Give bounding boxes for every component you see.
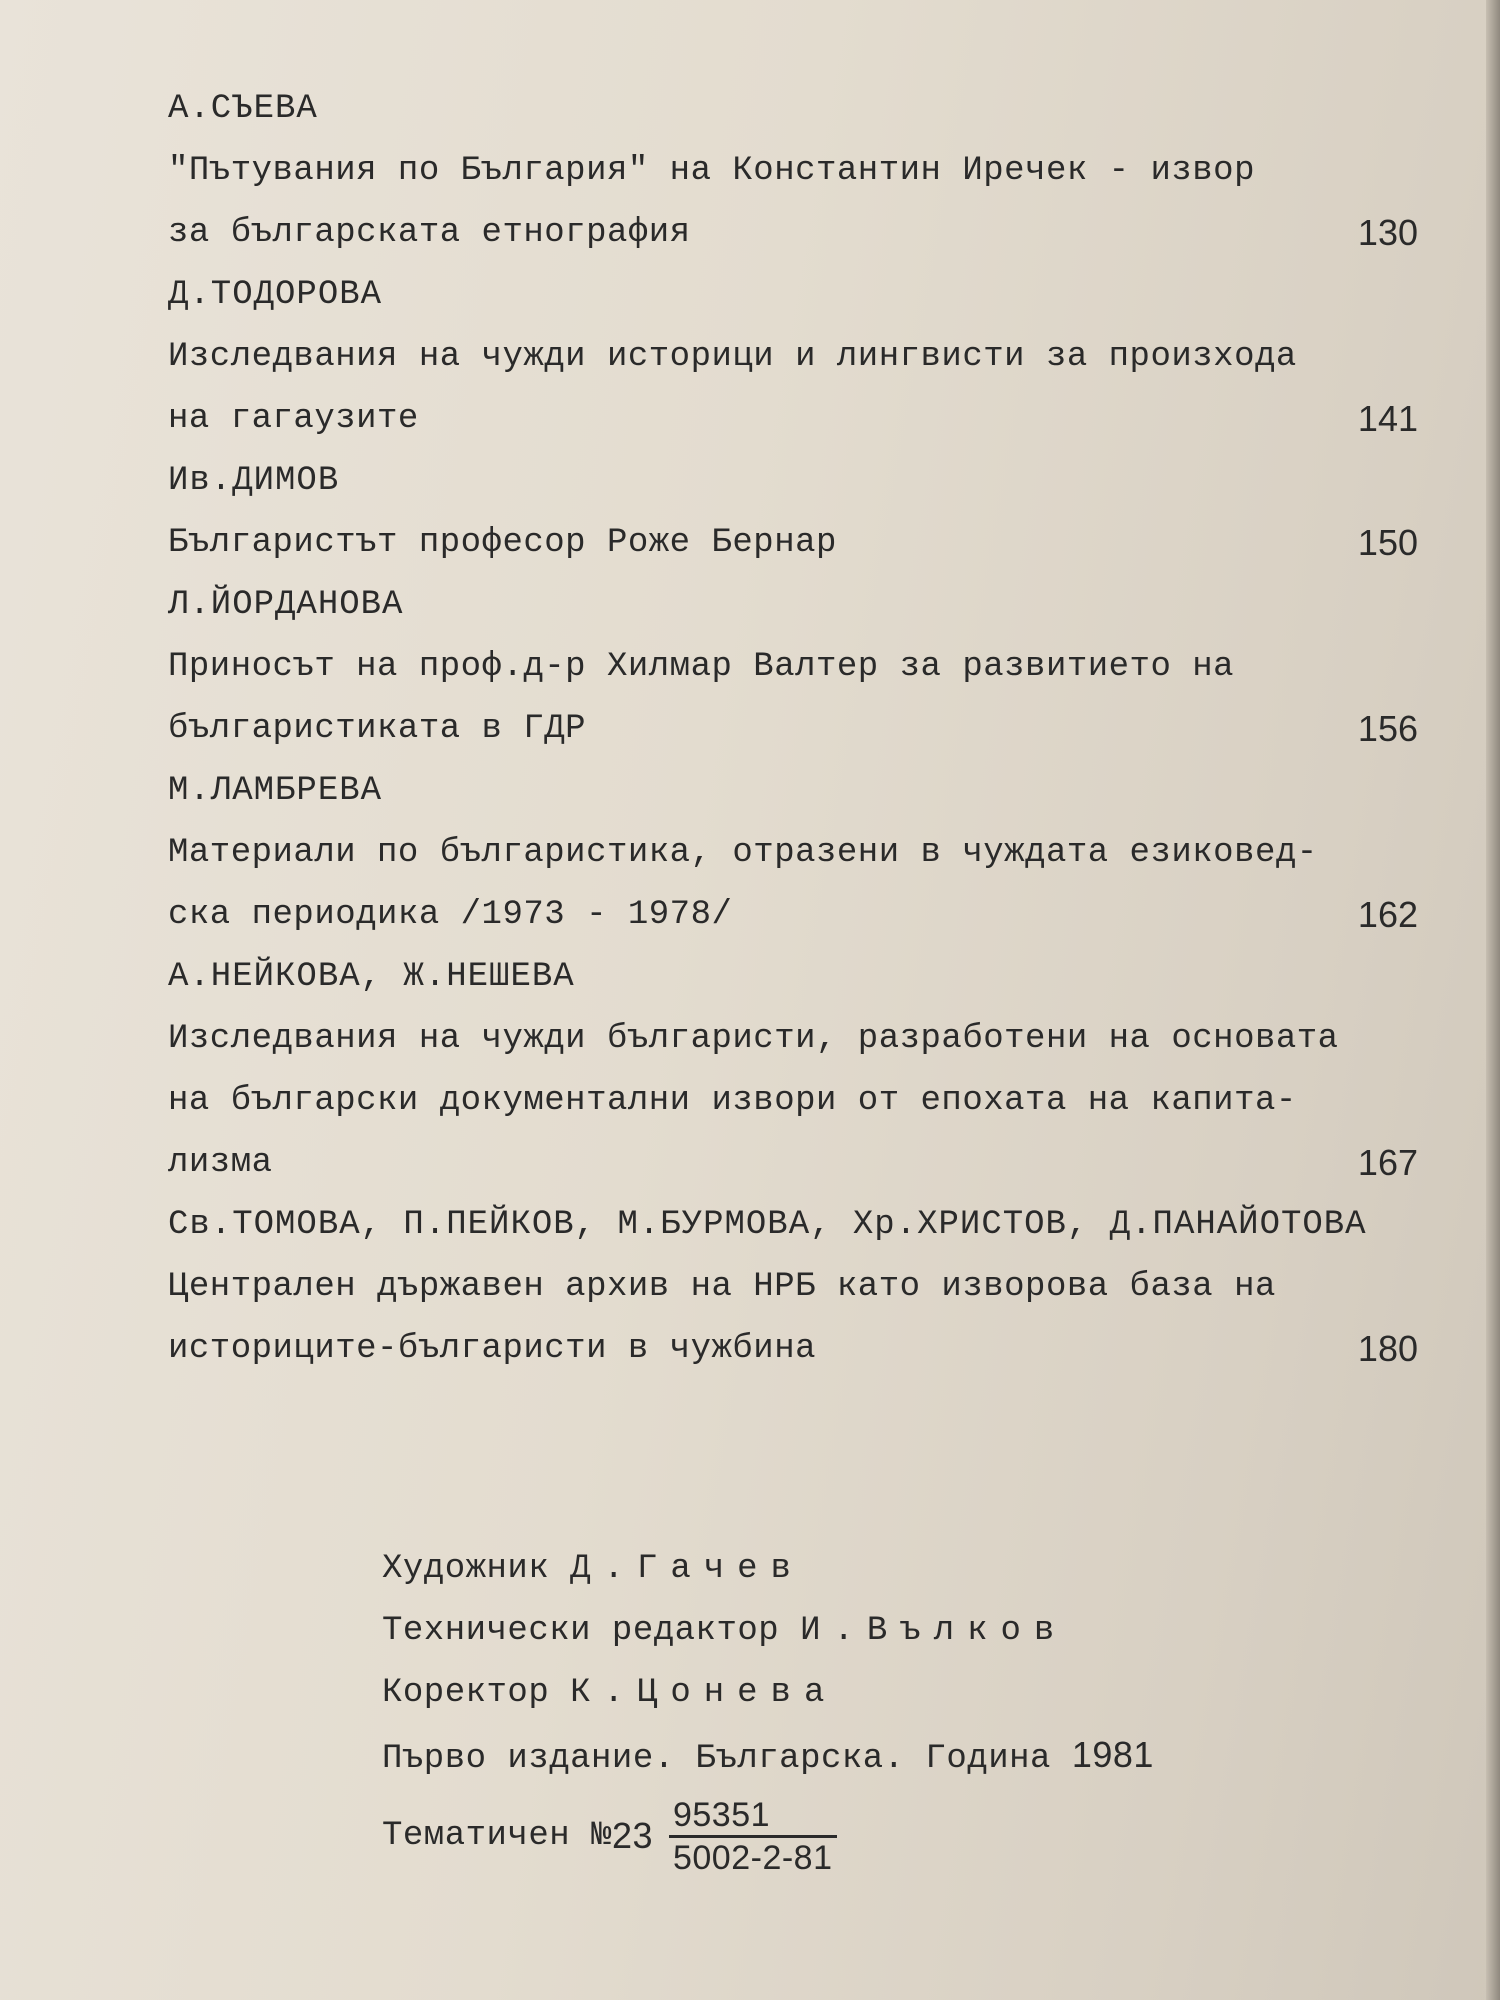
- entry-page-number: 130: [1357, 212, 1418, 253]
- entry-title-text: Централен държавен архив на НРБ като изворова база на: [168, 1268, 1276, 1306]
- thematic-label: Тематичен №: [382, 1817, 612, 1855]
- edition-line: [382, 1724, 1154, 1786]
- artist-name: Д.Гачев: [570, 1550, 804, 1588]
- entry-title-line: [168, 1318, 1418, 1380]
- entry-title-line: [168, 636, 1418, 698]
- proofreader-name: К.Цонева: [570, 1674, 838, 1712]
- entry-title-line: [168, 140, 1418, 202]
- entry-title-text: на български документални извори от епохата на капита-: [168, 1082, 1297, 1120]
- entry-title-text: Изследвания на чужди българисти, разработени на основата: [168, 1020, 1339, 1058]
- toc-entry: [168, 450, 1418, 574]
- entry-page-number: 141: [1357, 398, 1418, 439]
- edition-year: 1981: [1071, 1734, 1154, 1775]
- entry-author: Л.ЙОРДАНОВА: [168, 586, 404, 624]
- entry-author: Д.ТОДОРОВА: [168, 276, 383, 314]
- imprint-block: [382, 1538, 1154, 1882]
- toc-entry: [168, 264, 1418, 450]
- entry-author: Св.ТОМОВА, П.ПЕЙКОВ, М.БУРМОВА, Хр.ХРИСТОВ, Д.ПАНАЙОТОВА: [168, 1206, 1367, 1244]
- entry-title-text: българистиката в ГДР: [168, 710, 587, 748]
- tech-editor-credit: [382, 1600, 1154, 1662]
- page-edge-shadow: [1486, 0, 1500, 2000]
- entry-title-text: лизма: [168, 1144, 273, 1182]
- entry-title-line: [168, 884, 1418, 946]
- toc-entry: [168, 760, 1418, 946]
- entry-title-line: [168, 388, 1418, 450]
- entry-page-number: 162: [1357, 894, 1418, 935]
- entry-page-number: 180: [1357, 1328, 1418, 1369]
- entry-title-text: Приносът на проф.д-р Хилмар Валтер за развитието на: [168, 648, 1235, 686]
- artist-credit: [382, 1538, 1154, 1600]
- entry-author: Ив.ДИМОВ: [168, 462, 340, 500]
- proofreader-label: Коректор: [382, 1674, 550, 1712]
- table-of-contents: [168, 78, 1418, 1380]
- entry-title-text: за българската етнография: [168, 214, 691, 252]
- tech-editor-name: И.Вълков: [800, 1612, 1068, 1650]
- proofreader-credit: [382, 1662, 1154, 1724]
- toc-entry: [168, 78, 1418, 264]
- toc-entry: [168, 946, 1418, 1194]
- entry-title-text: "Пътувания по България" на Константин Иречек - извор: [168, 152, 1255, 190]
- entry-title-line: [168, 512, 1418, 574]
- tech-editor-label: Технически редактор: [382, 1612, 780, 1650]
- artist-label: Художник: [382, 1550, 550, 1588]
- catalog-code-numerator: 95351: [669, 1795, 837, 1838]
- entry-title-line: [168, 326, 1418, 388]
- entry-title-text: Изследвания на чужди историци и лингвисти за произхода: [168, 338, 1297, 376]
- entry-page-number: 150: [1357, 522, 1418, 563]
- toc-entry: [168, 574, 1418, 760]
- toc-entry: [168, 1194, 1418, 1380]
- entry-title-text: Материали по българистика, отразени в чуждата езиковед-: [168, 834, 1318, 872]
- entry-author: А.СЪЕВА: [168, 90, 318, 128]
- entry-title-text: историците-българисти в чужбина: [168, 1330, 817, 1368]
- entry-page-number: 156: [1357, 708, 1418, 749]
- thematic-number: 23: [611, 1815, 653, 1856]
- entry-title-line: [168, 1132, 1418, 1194]
- entry-author: А.НЕЙКОВА, Ж.НЕШЕВА: [168, 958, 575, 996]
- catalog-code-denominator: 5002-2-81: [672, 1838, 833, 1877]
- thematic-line: [382, 1790, 1154, 1882]
- entry-title-line: [168, 1008, 1418, 1070]
- entry-title-line: [168, 1070, 1418, 1132]
- entry-title-text: на гагаузите: [168, 400, 419, 438]
- entry-title-text: ска периодика /1973 - 1978/: [168, 896, 733, 934]
- catalog-code: [669, 1795, 837, 1878]
- entry-title-line: [168, 202, 1418, 264]
- entry-page-number: 167: [1357, 1142, 1418, 1183]
- entry-author: М.ЛАМБРЕВА: [168, 772, 383, 810]
- entry-title-text: Българистът професор Роже Бернар: [168, 524, 837, 562]
- entry-title-line: [168, 822, 1418, 884]
- entry-title-line: [168, 698, 1418, 760]
- edition-text: Първо издание. Българска. Година: [382, 1740, 1051, 1778]
- entry-title-line: [168, 1256, 1418, 1318]
